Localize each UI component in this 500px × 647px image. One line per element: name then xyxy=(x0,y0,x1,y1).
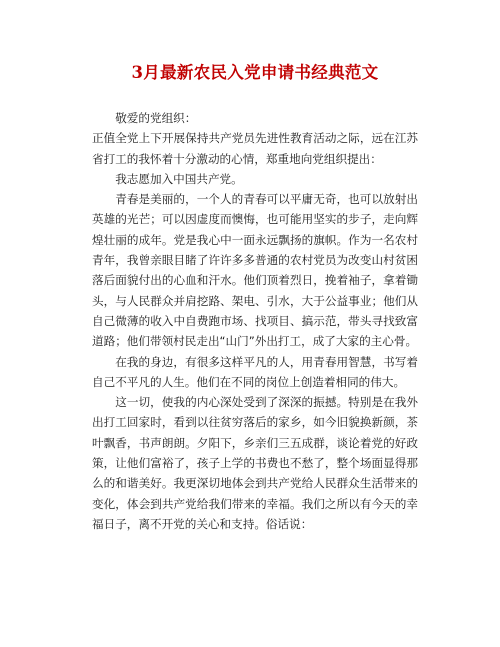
paragraph-intro: 正值全党上下开展保持共产党员先进性教育活动之际，远在江苏省打工的我怀着十分激动的心情，郑重地向党组织提出： xyxy=(92,131,418,166)
salutation: 敬爱的党组织： xyxy=(115,111,197,125)
paragraph-ordinary-people: 在我的身边，有很多这样平凡的人，用青春用智慧，书写着自己不平凡的人生。他们在不同的岗位上创造着相同的伟大。 xyxy=(92,354,418,389)
paragraph-declaration: 我志愿加入中国共产党。 xyxy=(115,171,243,186)
paragraph-youth: 青春是美丽的，一个人的青春可以平庸无奇，也可以放射出英雄的光芒；可以因虚度而懊悔，也可能用坚实的步子，走向辉煌壮丽的成年。党是我心中一面永远飘扬的旗帜。作为一名农村青年，我曾亲眼目睹了许许多多普通的农村党员为改变山村贫困落后面貌付出的心血和汗水。他们顶着烈日，挽着袖子，拿着锄头，与人民群众并肩挖路、架电、引水，大于公益事业；他们从自己微薄的收入中自费跑市场、找项目、搞示范，带头寻找致富道路；他们带领村民走出“山门”外出打工，成了大家的主心骨。 xyxy=(92,192,418,349)
paragraph-hometown: 这一切，使我的内心深处受到了深深的振撼。特别是在我外出打工回家时，看到以往贫穷落后的家乡，如今旧貌换新颜，茶叶飘香，书声朗朗。夕阳下，乡亲们三五成群，谈论着党的好政策，让他们富裕了，孩子上学的书费也不愁了，整个场面显得那么的和谐美好。我更深切地体会到共产党给人民群众生活带来的变化，体会到共产党给我们带来的幸福。我们之所以有今天的幸福日子，离不开党的关心和支持。俗话说： xyxy=(92,395,418,531)
document-title: 3月最新农民入党申请书经典范文 xyxy=(131,63,379,82)
